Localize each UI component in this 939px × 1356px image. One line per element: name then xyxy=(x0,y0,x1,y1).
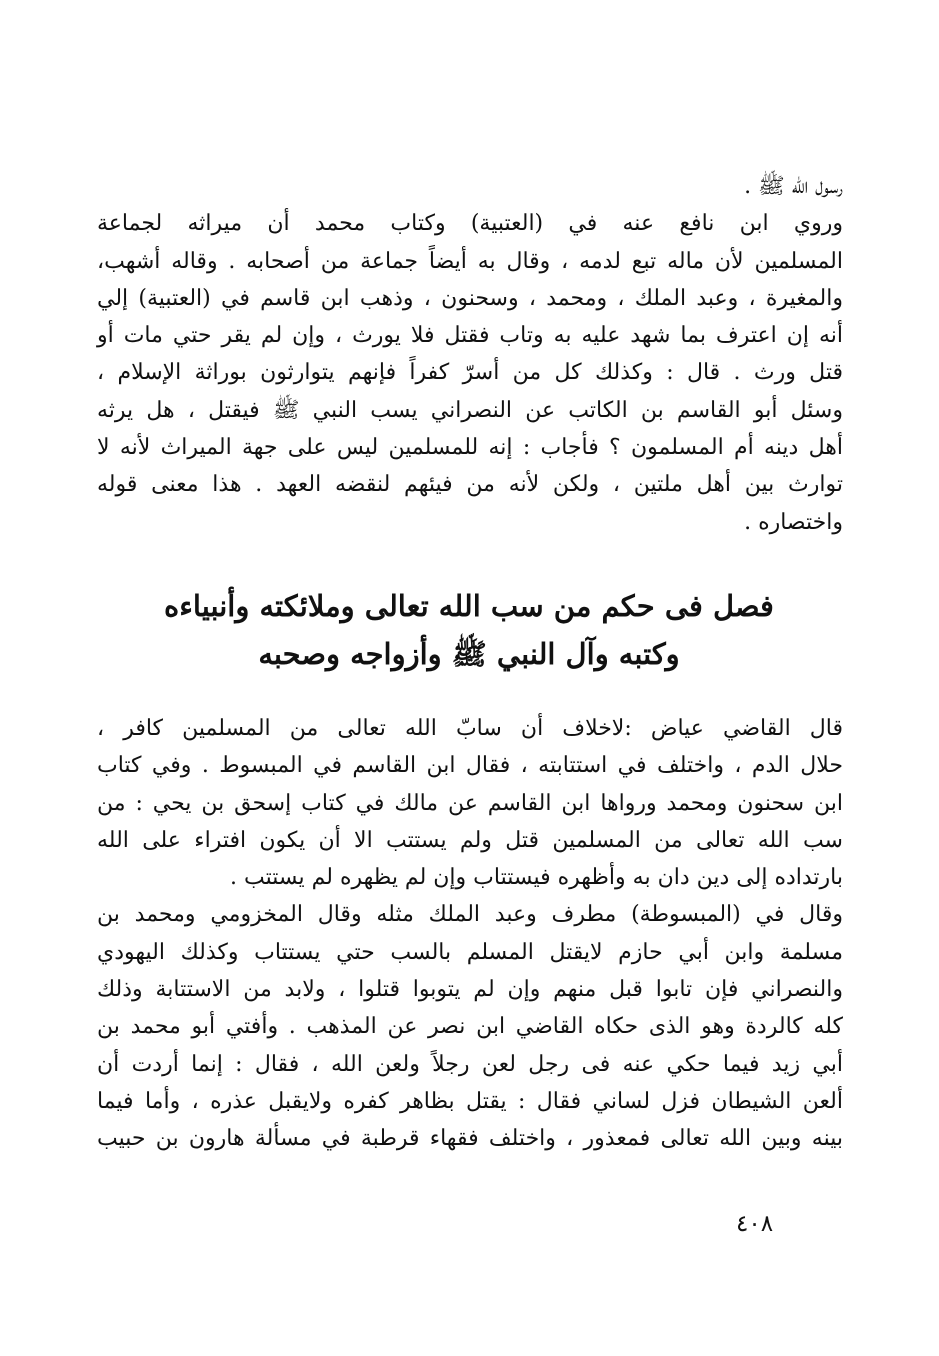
text-line: مسلمة وابن أبي حازم لايقتل المسلم بالسب حتي يستتاب وكذلك اليهودي xyxy=(97,939,843,965)
paragraph-1 xyxy=(97,168,843,541)
text-line: بينه وبين الله تعالى فمعذور ، واختلف فقهاء قرطبة في مسألة هارون بن حبيب xyxy=(97,1126,843,1152)
page-number: ٤٠٨ xyxy=(736,1211,774,1237)
text-line: ابن سحنون ومحمد ورواها ابن القاسم عن مالك في كتاب إسحق بن يحي : من xyxy=(97,790,843,816)
text-line: قال القاضي عياض :لاخلاف أن سابّ الله تعالى من المسلمين كافر ، xyxy=(97,716,843,741)
section-heading-line-2: وكتبه وآل النبي ﷺ وأزواجه وصحبه xyxy=(258,637,680,671)
text-line: أبي زيد فيما حكي عنه فى رجل لعن رجلاً ولعن الله ، فقال : إنما أردت أن xyxy=(97,1051,843,1077)
section-heading-line-1: فصل فى حكم من سب الله تعالى وملائكته وأنبياءه xyxy=(164,589,774,623)
text-line: بارتداده إلى دين دان به وأظهره فيستتاب وإن لم يظهره لم يستتب . xyxy=(230,865,843,891)
text-line: ألعن الشيطان فزل لساني فقال : يقتل بظاهر كفره ولايقبل عذره ، وأما فيما xyxy=(97,1088,843,1114)
text-line: حلال الدم ، واختلف في استتابته ، فقال ابن القاسم في المبسوط . وفي كتاب xyxy=(97,753,843,779)
text-line: وقال في (المبسوطة) مطرف وعبد الملك مثله وقال المخزومي ومحمد بن xyxy=(97,902,843,928)
text-line: سب الله تعالى من المسلمين قتل ولم يستتب الا أن يكون افتراء على الله xyxy=(97,827,843,853)
text-line: توارث بين أهل ملتين ، ولكن لأنه من فيئهم لنقضه العهد . هذا معنى قوله xyxy=(97,472,843,498)
text-line: والنصراني فإن تابوا قبل منهم وإن لم يتوبوا قتلوا ، ولابد من الاستتابة وذلك xyxy=(97,977,843,1003)
text-line: قتل ورث . قال : وكذلك كل من أسرّ كفراً فإنهم يتوارثون بوراثة الإسلام ، xyxy=(97,360,843,386)
text-line: كله كالردة وهو الذى حكاه القاضي ابن نصر عن المذهب . وأفتي أبو محمد بن xyxy=(97,1014,843,1040)
text-line: أنه إن اعترف بما شهد عليه به وتاب فقتل فلا يورث ، وإن لم يقر حتي مات أو xyxy=(97,323,843,349)
text-line: رسول الله ﷺ . xyxy=(744,174,843,199)
paragraph-2 xyxy=(97,710,843,1158)
text-line: أهل دينه أم المسلمون ؟ فأجاب : إنه للمسلمين ليس على جهة الميراث لأنه لا xyxy=(97,435,843,461)
text-line: وسئل أبو القاسم بن الكاتب عن النصراني يسب النبي ﷺ فيقتل ، هل يرثه xyxy=(97,397,843,423)
text-line: وروي ابن نافع عنه في (العتبية) وكتاب محمد أن ميراثه لجماعة xyxy=(97,211,843,237)
text-line: المسلمين لأن ماله تبع لدمه ، وقال به أيضاً جماعة من أصحابه . وقاله أشهب، xyxy=(97,248,843,274)
text-line: والمغيرة ، وعبد الملك ، ومحمد ، وسحنون ، وذهب ابن قاسم في (العتبية) إلي xyxy=(97,285,843,311)
text-line: واختصاره . xyxy=(744,509,843,535)
